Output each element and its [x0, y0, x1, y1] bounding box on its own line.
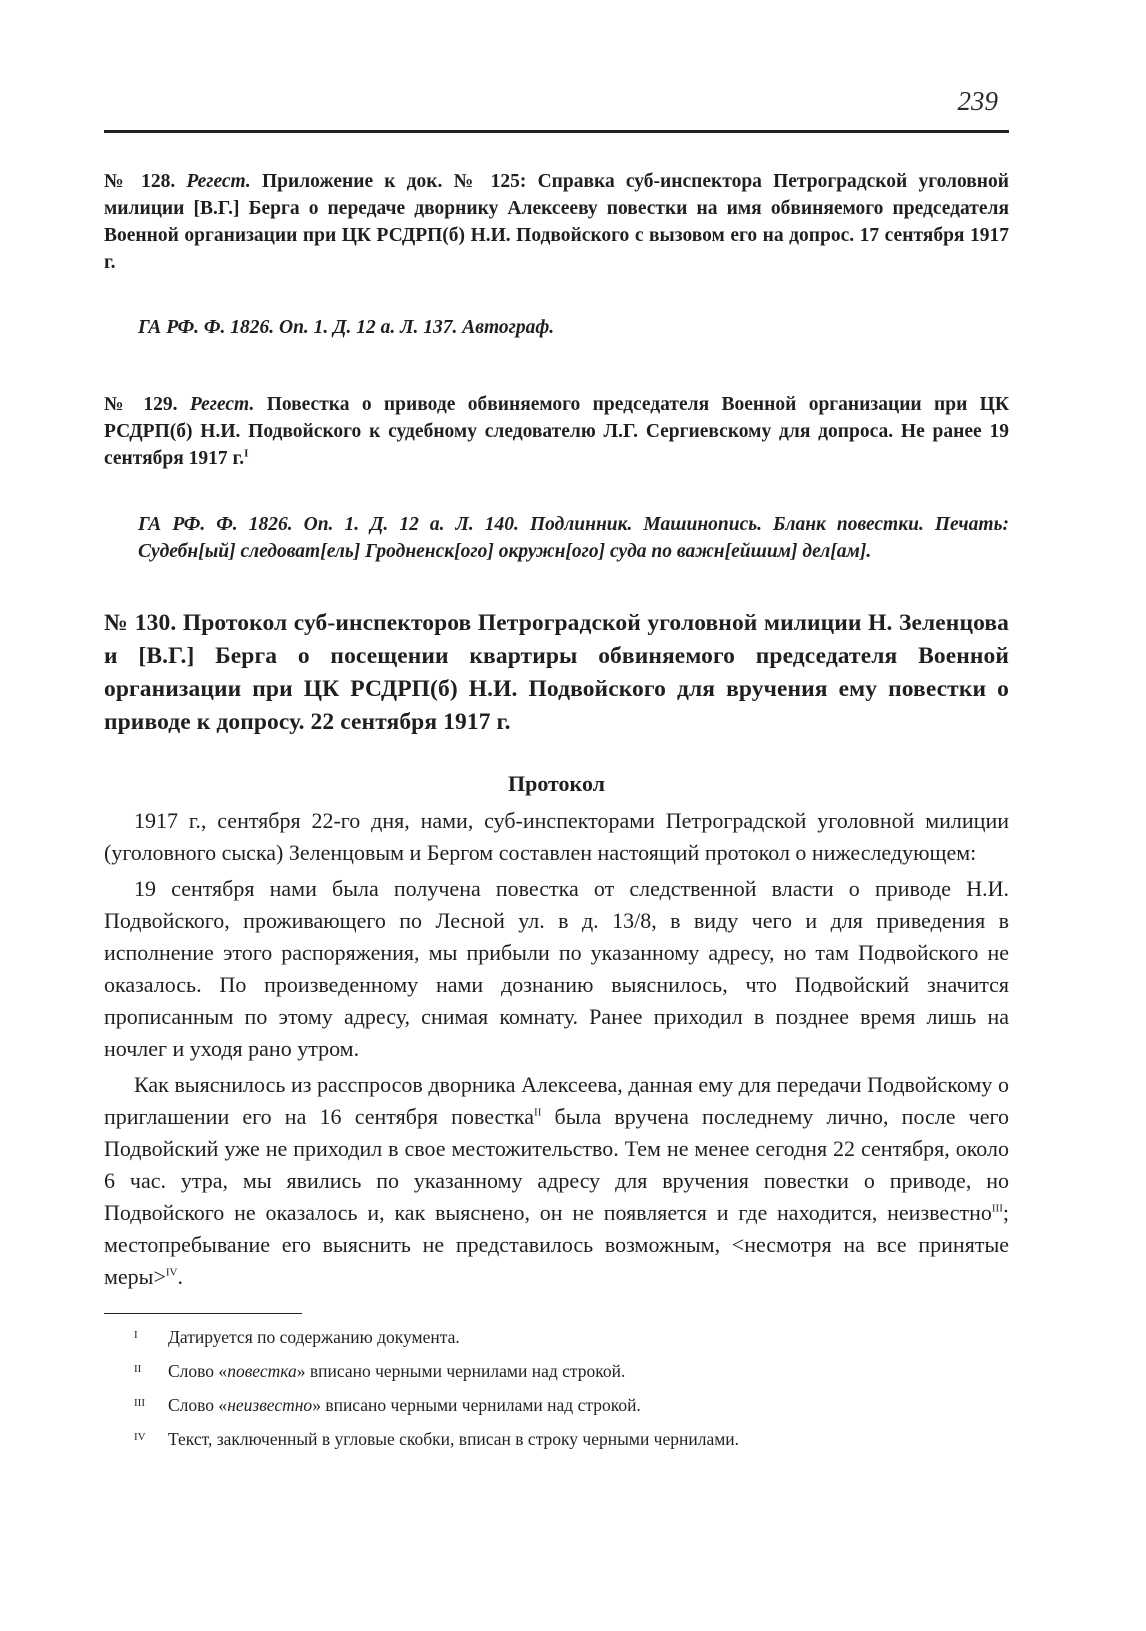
regest-129-number: № 129.: [104, 394, 178, 415]
protocol-heading: Протокол: [507, 771, 605, 796]
footnote-text: Датируется по содержанию документа.: [168, 1327, 460, 1347]
footnote-ref-III: III: [991, 1202, 1003, 1215]
p3-part-d: .: [177, 1264, 183, 1289]
header-rule: [104, 130, 1009, 133]
footnote-mark: II: [134, 1363, 142, 1375]
footnote-I: [104, 1322, 1009, 1356]
regest-129-text: Повестка о приводе обвиняемого председателя Военной организации при ЦК РСДРП(б) Н.И. Подвойского к судебному следователю Л.Г. Сергиевскому для допроса. Не ранее 19 сентября 1917 г.: [104, 394, 1009, 469]
regest-128-number: № 128.: [104, 171, 176, 192]
document-130-title: № 130. Протокол суб-инспекторов Петроградской уголовной милиции Н. Зеленцова и [В.Г.] Берга о посещении квартиры обвиняемого председателя Военной организации при ЦК РСДРП(б) Н.И. Подвойского для вручения ему повестки о приводе к допросу. 22 сентября 1917 г.: [104, 610, 1009, 735]
footnote-mark: IV: [134, 1431, 146, 1443]
protocol-paragraph-3: [104, 1069, 1009, 1293]
footnote-mark: I: [134, 1329, 138, 1341]
footnote-IV: [104, 1424, 1009, 1458]
regest-129-archive: ГА РФ. Ф. 1826. Оп. 1. Д. 12 а. Л. 140. Подлинник. Машинопись. Бланк повестки. Печать: Судебн[ый] следоват[ель] Гродненск[ого] окружн[ого] суда по важн[ейшим] дел[ам].: [138, 514, 1009, 562]
regest-128-text: Приложение к док. № 125: Справка суб-инспектора Петроградской уголовной милиции [В.Г.] Берга о передаче дворнику Алексееву повестки на имя обвиняемого председателя Военной организации при ЦК РСДРП(б) Н.И. Подвойского с вызовом его на допрос. 17 сентября 1917 г.: [104, 171, 1010, 273]
page-number: 239: [957, 86, 998, 116]
footnote-text: Слово «неизвестно» вписано черными чернилами над строкой.: [168, 1395, 641, 1415]
protocol-paragraph-2: 19 сентября нами была получена повестка от следственной власти о приводе Н.И. Подвойского, проживающего по Лесной ул. в д. 13/8, в виду чего и для приведения в исполнение этого распоряжения, мы прибыли по указанному адресу, но там Подвойского не оказалось. По произведенному нами дознанию выяснилось, что Подвойский значится прописанным по этому адресу, снимая комнату. Ранее приходил в позднее время лишь на ночлег и уходя рано утром.: [104, 876, 1009, 1061]
footnote-mark: III: [134, 1397, 145, 1409]
footnote-ref-IV: IV: [165, 1266, 178, 1279]
protocol-paragraph-1: 1917 г., сентября 22-го дня, нами, суб-инспекторами Петроградской уголовной милиции (уголовного сыска) Зеленцовым и Бергом составлен настоящий протокол о нижеследующем:: [104, 808, 1009, 865]
p3-part-b: была вручена последнему лично, после чего Подвойский уже не приходил в свое местожительство. Тем не менее сегодня 22 сентября, около 6 час. утра, мы явились по указанному адресу для вручения повестки о приводе, но Подвойского не оказалось и, как выяснено, он не появляется и где находится, неизвестно: [104, 1104, 1009, 1225]
p3-part-a: Как выяснилось из расспросов дворника Алексеева, данная ему для передачи Подвойскому о приглашении его на 16 сентября повестка: [104, 1072, 1009, 1129]
page-content: [104, 168, 1009, 1297]
regest-128-kind: Регест.: [186, 171, 251, 192]
footnote-ref-I: I: [244, 447, 249, 460]
p3-part-c: ; местопребывание его выяснить не представилось возможным, <несмотря на все принятые меры>: [104, 1200, 1009, 1289]
footnote-text: Текст, заключенный в угловые скобки, вписан в строку черными чернилами.: [168, 1429, 740, 1449]
footnote-rule: [104, 1313, 302, 1314]
regest-129-kind: Регест.: [189, 394, 255, 415]
footnote-text: Слово «повестка» вписано черными чернилами над строкой.: [168, 1361, 626, 1381]
regest-128-archive: ГА РФ. Ф. 1826. Оп. 1. Д. 12 а. Л. 137. Автограф.: [138, 317, 555, 338]
regest-128: [104, 168, 1009, 276]
footnote-III: [104, 1390, 1009, 1424]
footnotes: [104, 1322, 1009, 1458]
footnote-ref-II: II: [534, 1106, 542, 1119]
footnote-II: [104, 1356, 1009, 1390]
regest-129: [104, 391, 1009, 472]
